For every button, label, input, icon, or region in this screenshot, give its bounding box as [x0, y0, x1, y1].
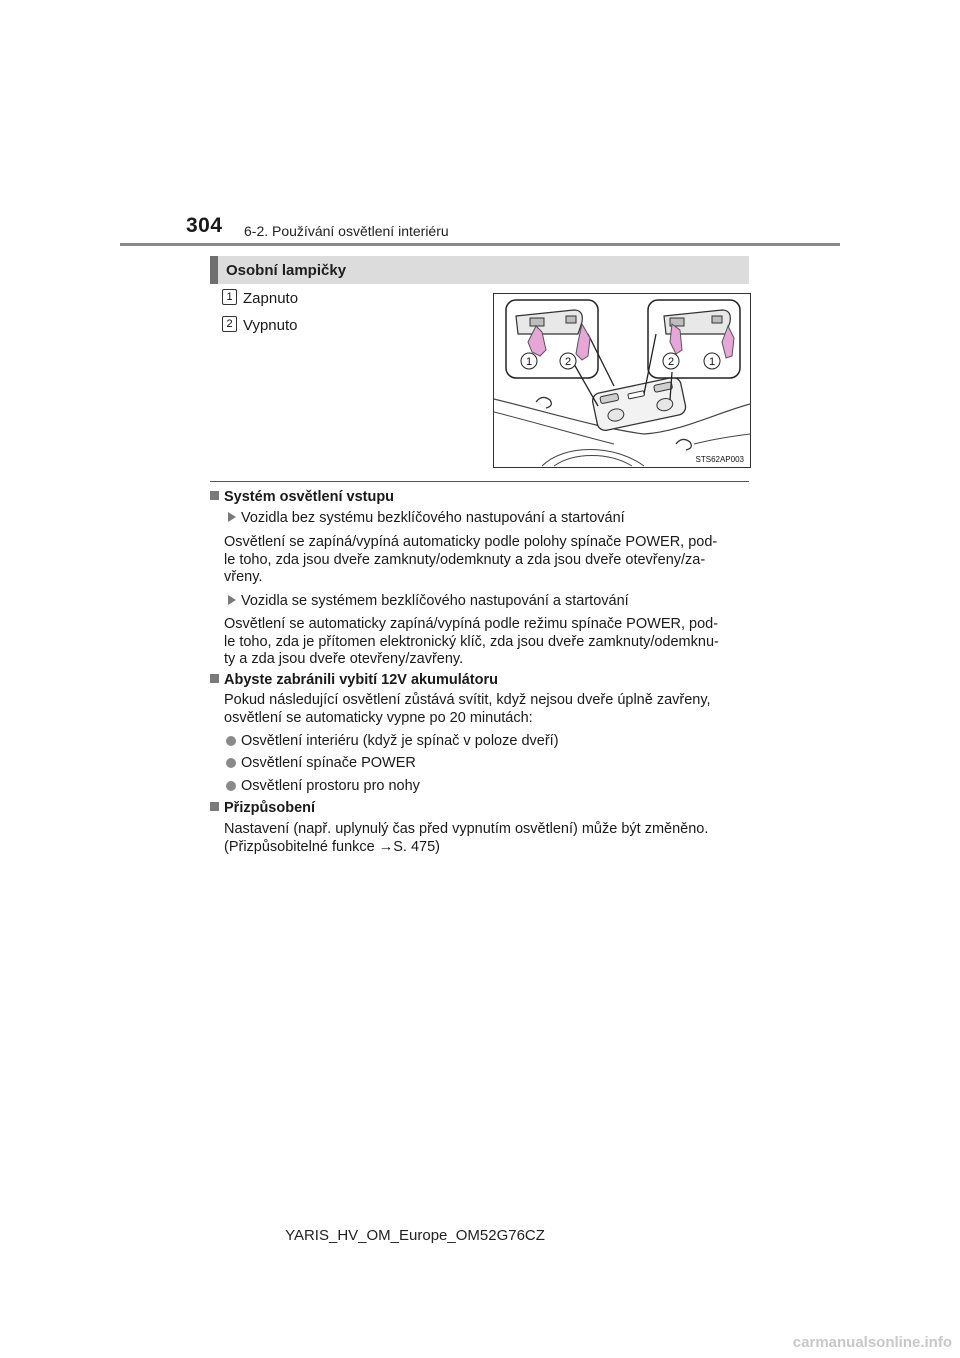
header-divider [120, 243, 840, 246]
callout-right-1: 1 [708, 356, 716, 368]
arrow-right-icon: → [378, 838, 394, 855]
chapter-title: 6-2. Používání osvětlení interiéru [244, 223, 449, 239]
paragraph-without-smart-key: Osvětlení se zapíná/vypíná automaticky podle polohy spínače POWER, pod- le toho, zda jsou dveře zamknuty/odemknuty a zda jsou dveře otevřeny/za- vřeny. [224, 534, 718, 585]
paragraph-with-smart-key: Osvětlení se automaticky zapíná/vypíná podle režimu spínače POWER, pod- le toho, zda je přítomen elektronický klíč, zda jsou dveře zamknuty/odemknu- ty a zda jsou dveře otevřeny/zavřeny. [224, 616, 719, 667]
section-title: Osobní lampičky [226, 261, 347, 279]
footer-doc-id: YARIS_HV_OM_Europe_OM52G76CZ [285, 1227, 545, 1244]
heading-customization: Přizpůsobení [210, 800, 315, 818]
list-item: Osvětlení interiéru (když je spínač v poloze dveří) [226, 733, 559, 751]
callout-left-1: 1 [525, 356, 533, 368]
square-bullet-icon [210, 491, 219, 500]
triangle-bullet-icon [228, 512, 236, 522]
figure-code: STS62AP003 [695, 455, 744, 464]
watermark: carmanualsonline.info [792, 1334, 952, 1351]
section-heading-bar [210, 256, 749, 284]
list-item: Osvětlení prostoru pro nohy [226, 778, 420, 796]
callout-right-2: 2 [667, 356, 675, 368]
item-label-on: Zapnuto [243, 290, 299, 307]
page-reference-link[interactable]: S. 475) [393, 838, 440, 855]
square-bullet-icon [210, 674, 219, 683]
circle-bullet-icon [226, 736, 236, 746]
heading-battery: Abyste zabránili vybití 12V akumulátoru [210, 672, 498, 690]
item-label-off: Vypnuto [243, 317, 298, 334]
heading-entry-system: Systém osvětlení vstupu [210, 489, 394, 507]
subheading-with-smart-key: Vozidla se systémem bezklíčového nastupování a startování [228, 593, 629, 611]
callout-left-2: 2 [564, 356, 572, 368]
item-number-badge: 1 [222, 289, 237, 305]
personal-lights-illustration [493, 293, 751, 468]
ceiling-console-drawing [494, 294, 750, 467]
paragraph-customization: Nastavení (např. uplynulý čas před vypnutím osvětlení) může být změněno. (Přizpůsobitelné funkce →S. 475) [224, 821, 709, 855]
square-bullet-icon [210, 802, 219, 811]
subheading-without-smart-key: Vozidla bez systému bezklíčového nastupování a startování [228, 510, 625, 528]
circle-bullet-icon [226, 781, 236, 791]
page-number: 304 [186, 214, 223, 237]
content-divider [210, 481, 749, 482]
paragraph-battery: Pokud následující osvětlení zůstává svítit, když nejsou dveře úplně zavřeny, osvětlení se automaticky vypne po 20 minutách: [224, 692, 711, 726]
item-number-badge: 2 [222, 316, 237, 332]
circle-bullet-icon [226, 758, 236, 768]
triangle-bullet-icon [228, 595, 236, 605]
list-item: Osvětlení spínače POWER [226, 755, 416, 773]
section-heading-tab [210, 256, 218, 284]
